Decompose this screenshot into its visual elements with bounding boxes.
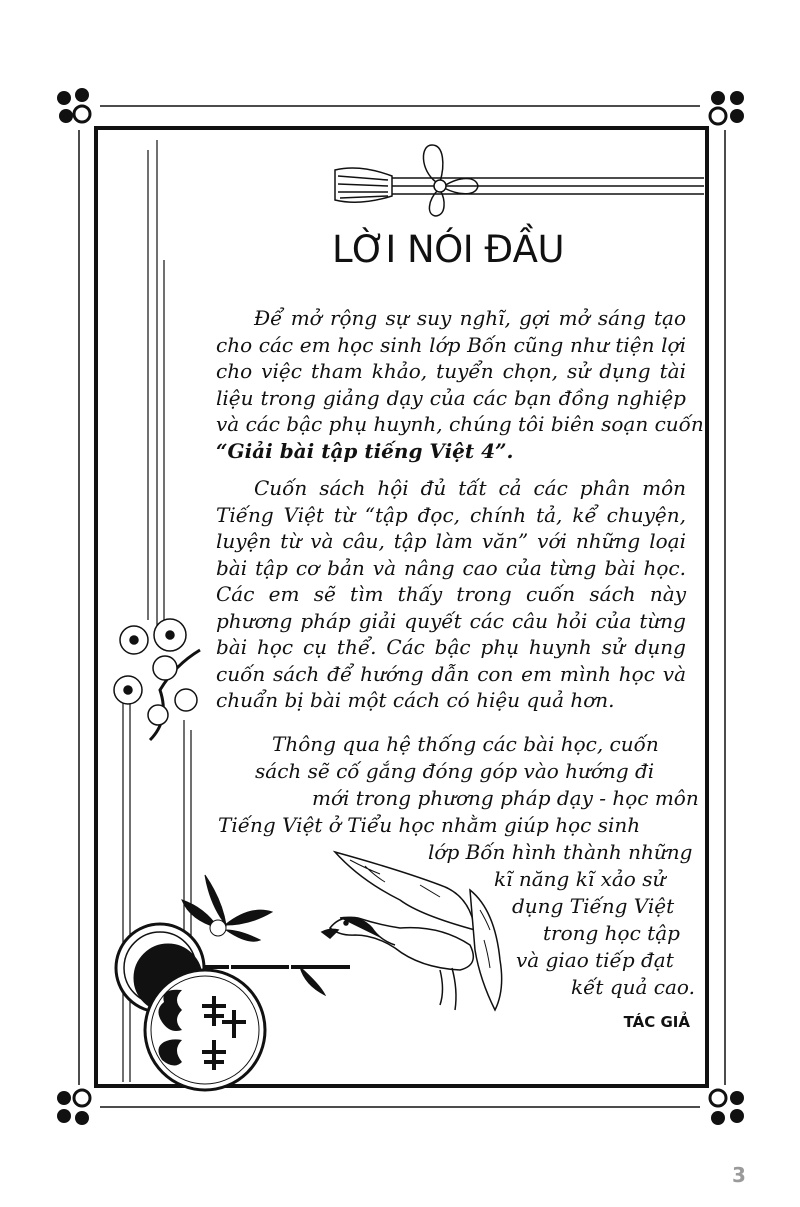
tassel-knot-icon [335, 145, 704, 216]
text-line: và các bậc phụ huynh, chúng tôi biên soạn cuốn [216, 412, 704, 436]
text-line: và giao tiếp đạt [516, 948, 674, 972]
text-line: kết quả cao. [571, 975, 695, 999]
paragraph-intro [216, 305, 704, 464]
blossom-branch-icon [114, 619, 200, 740]
text-line: mới trong phương pháp dạy - học môn [312, 786, 699, 810]
crest-circle-icon [116, 924, 265, 1090]
text-line: Cuốn sách hội đủ tất cả các phân môn [254, 476, 686, 500]
text-line: bài tập cơ bản và nâng cao của từng bài học. [216, 555, 686, 580]
text-line: cho việc tham khảo, tuyển chọn, sử dụng tài [216, 359, 686, 383]
paragraph-content [216, 475, 686, 714]
corner-dots-icon [710, 91, 744, 124]
text-line: trong học tập [543, 921, 680, 945]
text-line: phương pháp giải quyết các câu hỏi của từng [216, 608, 686, 633]
text-line: cho các em học sinh lớp Bốn cũng như tiện lợi [216, 332, 686, 357]
page-title: LỜI NÓI ĐẦU [331, 228, 565, 271]
text-line: cuốn sách để hướng dẫn con em mình học và [216, 661, 686, 686]
text-line: Thông qua hệ thống các bài học, cuốn [272, 732, 659, 756]
text-line: chuẩn bị bài một cách có hiệu quả hơn. [216, 688, 615, 712]
text-line: sách sẽ cố gắng đóng góp vào hướng đi [255, 759, 655, 783]
book-title-line: “Giải bài tập tiếng Việt 4”. [216, 438, 514, 463]
text-line: bài học cụ thể. Các bậc phụ huynh sử dụng [216, 635, 686, 659]
corner-dots-icon [57, 88, 90, 123]
text-line: Các em sẽ tìm thấy trong cuốn sách này [216, 582, 686, 606]
text-line: dụng Tiếng Việt [512, 894, 675, 918]
corner-dots-icon [57, 1090, 90, 1125]
text-line: lớp Bốn hình thành những [428, 840, 693, 864]
text-line: luyện từ và câu, tập làm văn” với những loại [216, 529, 686, 553]
text-line: liệu trong giảng dạy của các bạn đồng nghiệp [216, 385, 686, 410]
author-signature: TÁC GIẢ [623, 1013, 690, 1031]
flying-duck-icon [322, 852, 502, 1010]
page-number: 3 [732, 1163, 746, 1187]
text-line: Tiếng Việt ở Tiểu học nhằm giúp học sinh [218, 813, 641, 837]
text-line: Tiếng Việt từ “tập đọc, chính tả, kể chuyện, [216, 502, 686, 527]
corner-dots-icon [710, 1090, 744, 1125]
text-line: Để mở rộng sự suy nghĩ, gợi mở sáng tạo [254, 306, 686, 330]
text-line: kĩ năng kĩ xảo sử [494, 867, 666, 891]
